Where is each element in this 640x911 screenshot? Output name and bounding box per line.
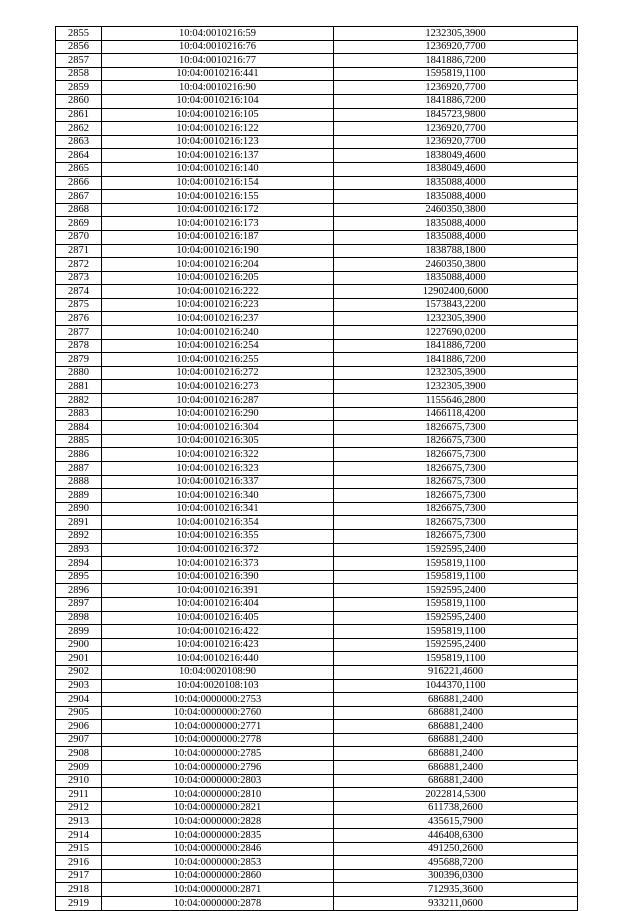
cadastral-value-cell: 1835088,4000: [334, 190, 578, 204]
row-number-cell: 2914: [56, 829, 102, 843]
cadastral-value-cell: 1592595,2400: [334, 584, 578, 598]
row-number-cell: 2908: [56, 747, 102, 761]
cadastral-value-cell: 1595819,1100: [334, 625, 578, 639]
cadastral-number-cell: 10:04:0010216:240: [102, 326, 334, 340]
table-row: [56, 271, 578, 285]
cadastral-value-cell: 1841886,7200: [334, 353, 578, 367]
cadastral-number-cell: 10:04:0010216:172: [102, 203, 334, 217]
cadastral-value-table: [55, 26, 578, 911]
cadastral-value-cell: 1155646,2800: [334, 394, 578, 408]
table-row: [56, 285, 578, 299]
table-row: [56, 815, 578, 829]
table-row: [56, 557, 578, 571]
cadastral-number-cell: 10:04:0010216:305: [102, 434, 334, 448]
cadastral-number-cell: 10:04:0010216:122: [102, 122, 334, 136]
row-number-cell: 2864: [56, 149, 102, 163]
cadastral-value-cell: 1595819,1100: [334, 570, 578, 584]
table-row: [56, 706, 578, 720]
cadastral-value-cell: 1595819,1100: [334, 597, 578, 611]
cadastral-number-cell: 10:04:0000000:2871: [102, 883, 334, 897]
table-row: [56, 733, 578, 747]
cadastral-value-cell: 611738,2600: [334, 801, 578, 815]
row-number-cell: 2907: [56, 733, 102, 747]
table-row: [56, 611, 578, 625]
cadastral-value-cell: 686881,2400: [334, 693, 578, 707]
row-number-cell: 2876: [56, 312, 102, 326]
cadastral-value-cell: 1232305,3900: [334, 380, 578, 394]
row-number-cell: 2858: [56, 67, 102, 81]
cadastral-number-cell: 10:04:0000000:2853: [102, 856, 334, 870]
row-number-cell: 2884: [56, 421, 102, 435]
table-row: [56, 625, 578, 639]
cadastral-number-cell: 10:04:0010216:440: [102, 652, 334, 666]
cadastral-number-cell: 10:04:0000000:2785: [102, 747, 334, 761]
row-number-cell: 2855: [56, 27, 102, 41]
cadastral-number-cell: 10:04:0010216:341: [102, 502, 334, 516]
cadastral-value-cell: 1838788,1800: [334, 244, 578, 258]
cadastral-number-cell: 10:04:0000000:2846: [102, 842, 334, 856]
table-row: [56, 747, 578, 761]
row-number-cell: 2892: [56, 529, 102, 543]
cadastral-number-cell: 10:04:0010216:391: [102, 584, 334, 598]
table-row: [56, 353, 578, 367]
row-number-cell: 2906: [56, 720, 102, 734]
cadastral-number-cell: 10:04:0000000:2860: [102, 869, 334, 883]
row-number-cell: 2885: [56, 434, 102, 448]
cadastral-number-cell: 10:04:0000000:2753: [102, 693, 334, 707]
cadastral-number-cell: 10:04:0010216:340: [102, 489, 334, 503]
table-row: [56, 149, 578, 163]
row-number-cell: 2899: [56, 625, 102, 639]
table-row: [56, 81, 578, 95]
table-row: [56, 108, 578, 122]
cadastral-value-cell: 1835088,4000: [334, 217, 578, 231]
row-number-cell: 2894: [56, 557, 102, 571]
row-number-cell: 2911: [56, 788, 102, 802]
row-number-cell: 2896: [56, 584, 102, 598]
cadastral-number-cell: 10:04:0010216:255: [102, 353, 334, 367]
row-number-cell: 2873: [56, 271, 102, 285]
table-row: [56, 869, 578, 883]
cadastral-number-cell: 10:04:0010216:204: [102, 258, 334, 272]
cadastral-number-cell: 10:04:0000000:2760: [102, 706, 334, 720]
row-number-cell: 2918: [56, 883, 102, 897]
row-number-cell: 2880: [56, 366, 102, 380]
cadastral-value-cell: 1845723,9800: [334, 108, 578, 122]
cadastral-number-cell: 10:04:0010216:190: [102, 244, 334, 258]
cadastral-value-cell: 1838049,4600: [334, 149, 578, 163]
table-row: [56, 652, 578, 666]
cadastral-value-cell: 1236920,7700: [334, 135, 578, 149]
table-row: [56, 516, 578, 530]
cadastral-number-cell: 10:04:0010216:140: [102, 162, 334, 176]
cadastral-number-cell: 10:04:0000000:2821: [102, 801, 334, 815]
row-number-cell: 2872: [56, 258, 102, 272]
row-number-cell: 2881: [56, 380, 102, 394]
table-row: [56, 407, 578, 421]
cadastral-number-cell: 10:04:0010216:355: [102, 529, 334, 543]
table-row: [56, 162, 578, 176]
cadastral-value-cell: 1826675,7300: [334, 475, 578, 489]
row-number-cell: 2868: [56, 203, 102, 217]
row-number-cell: 2909: [56, 761, 102, 775]
cadastral-number-cell: 10:04:0010216:322: [102, 448, 334, 462]
table-row: [56, 434, 578, 448]
cadastral-number-cell: 10:04:0000000:2878: [102, 897, 334, 911]
cadastral-value-cell: 712935,3600: [334, 883, 578, 897]
table-row: [56, 448, 578, 462]
row-number-cell: 2910: [56, 774, 102, 788]
cadastral-number-cell: 10:04:0010216:76: [102, 40, 334, 54]
row-number-cell: 2861: [56, 108, 102, 122]
table-row: [56, 829, 578, 843]
table-row: [56, 339, 578, 353]
table-row: [56, 122, 578, 136]
row-number-cell: 2862: [56, 122, 102, 136]
table-row: [56, 190, 578, 204]
row-number-cell: 2863: [56, 135, 102, 149]
cadastral-value-cell: 933211,0600: [334, 897, 578, 911]
table-row: [56, 638, 578, 652]
table-row: [56, 380, 578, 394]
cadastral-value-cell: 686881,2400: [334, 706, 578, 720]
table-row: [56, 543, 578, 557]
cadastral-number-cell: 10:04:0010216:354: [102, 516, 334, 530]
row-number-cell: 2889: [56, 489, 102, 503]
cadastral-number-cell: 10:04:0010216:405: [102, 611, 334, 625]
cadastral-number-cell: 10:04:0010216:254: [102, 339, 334, 353]
cadastral-number-cell: 10:04:0010216:290: [102, 407, 334, 421]
row-number-cell: 2883: [56, 407, 102, 421]
cadastral-value-cell: 300396,0300: [334, 869, 578, 883]
cadastral-value-cell: 1236920,7700: [334, 40, 578, 54]
cadastral-value-cell: 686881,2400: [334, 747, 578, 761]
table-row: [56, 665, 578, 679]
row-number-cell: 2886: [56, 448, 102, 462]
cadastral-value-cell: 435615,7900: [334, 815, 578, 829]
row-number-cell: 2905: [56, 706, 102, 720]
cadastral-number-cell: 10:04:0010216:154: [102, 176, 334, 190]
table-row: [56, 135, 578, 149]
row-number-cell: 2919: [56, 897, 102, 911]
cadastral-value-cell: 12902400,6000: [334, 285, 578, 299]
cadastral-number-cell: 10:04:0010216:237: [102, 312, 334, 326]
cadastral-number-cell: 10:04:0010216:373: [102, 557, 334, 571]
cadastral-value-cell: 686881,2400: [334, 761, 578, 775]
cadastral-value-cell: 1595819,1100: [334, 67, 578, 81]
table-row: [56, 176, 578, 190]
cadastral-value-cell: 1044370,1100: [334, 679, 578, 693]
cadastral-value-cell: 1841886,7200: [334, 94, 578, 108]
cadastral-value-cell: 1826675,7300: [334, 489, 578, 503]
row-number-cell: 2901: [56, 652, 102, 666]
cadastral-value-cell: 2460350,3800: [334, 258, 578, 272]
cadastral-value-cell: 686881,2400: [334, 720, 578, 734]
table-row: [56, 326, 578, 340]
table-row: [56, 597, 578, 611]
table-row: [56, 312, 578, 326]
table-row: [56, 94, 578, 108]
cadastral-value-cell: 1466118,4200: [334, 407, 578, 421]
cadastral-value-cell: 1826675,7300: [334, 529, 578, 543]
row-number-cell: 2859: [56, 81, 102, 95]
cadastral-number-cell: 10:04:0010216:173: [102, 217, 334, 231]
table-row: [56, 570, 578, 584]
cadastral-number-cell: 10:04:0010216:304: [102, 421, 334, 435]
row-number-cell: 2871: [56, 244, 102, 258]
table-row: [56, 203, 578, 217]
cadastral-value-cell: 1835088,4000: [334, 230, 578, 244]
cadastral-value-cell: 1826675,7300: [334, 462, 578, 476]
cadastral-number-cell: 10:04:0000000:2778: [102, 733, 334, 747]
row-number-cell: 2856: [56, 40, 102, 54]
table-row: [56, 761, 578, 775]
table-row: [56, 801, 578, 815]
table-row: [56, 217, 578, 231]
table-row: [56, 27, 578, 41]
table-row: [56, 883, 578, 897]
cadastral-number-cell: 10:04:0010216:187: [102, 230, 334, 244]
row-number-cell: 2904: [56, 693, 102, 707]
table-row: [56, 679, 578, 693]
table-row: [56, 897, 578, 911]
table-row: [56, 230, 578, 244]
cadastral-value-cell: 1232305,3900: [334, 312, 578, 326]
row-number-cell: 2878: [56, 339, 102, 353]
cadastral-value-cell: 1232305,3900: [334, 27, 578, 41]
cadastral-number-cell: 10:04:0000000:2835: [102, 829, 334, 843]
table-row: [56, 502, 578, 516]
row-number-cell: 2903: [56, 679, 102, 693]
table-row: [56, 720, 578, 734]
cadastral-number-cell: 10:04:0010216:90: [102, 81, 334, 95]
cadastral-number-cell: 10:04:0010216:441: [102, 67, 334, 81]
cadastral-value-cell: 1841886,7200: [334, 54, 578, 68]
cadastral-value-cell: 1595819,1100: [334, 557, 578, 571]
cadastral-number-cell: 10:04:0000000:2828: [102, 815, 334, 829]
cadastral-number-cell: 10:04:0010216:205: [102, 271, 334, 285]
cadastral-value-cell: 491250,2600: [334, 842, 578, 856]
cadastral-number-cell: 10:04:0010216:404: [102, 597, 334, 611]
cadastral-number-cell: 10:04:0010216:390: [102, 570, 334, 584]
table-row: [56, 258, 578, 272]
row-number-cell: 2913: [56, 815, 102, 829]
row-number-cell: 2870: [56, 230, 102, 244]
table-row: [56, 298, 578, 312]
cadastral-value-cell: 686881,2400: [334, 733, 578, 747]
table-row: [56, 394, 578, 408]
row-number-cell: 2902: [56, 665, 102, 679]
table-row: [56, 584, 578, 598]
cadastral-value-cell: 1592595,2400: [334, 543, 578, 557]
cadastral-value-cell: 1592595,2400: [334, 638, 578, 652]
cadastral-number-cell: 10:04:0000000:2796: [102, 761, 334, 775]
table-row: [56, 693, 578, 707]
cadastral-value-cell: 1835088,4000: [334, 176, 578, 190]
cadastral-value-cell: 1573843,2200: [334, 298, 578, 312]
cadastral-value-cell: 1841886,7200: [334, 339, 578, 353]
cadastral-value-cell: 1826675,7300: [334, 516, 578, 530]
row-number-cell: 2916: [56, 856, 102, 870]
cadastral-value-cell: 2022814,5300: [334, 788, 578, 802]
cadastral-value-cell: 686881,2400: [334, 774, 578, 788]
row-number-cell: 2882: [56, 394, 102, 408]
table-row: [56, 774, 578, 788]
cadastral-value-cell: 1826675,7300: [334, 421, 578, 435]
row-number-cell: 2874: [56, 285, 102, 299]
cadastral-value-cell: 446408,6300: [334, 829, 578, 843]
table-row: [56, 788, 578, 802]
row-number-cell: 2888: [56, 475, 102, 489]
row-number-cell: 2877: [56, 326, 102, 340]
row-number-cell: 2890: [56, 502, 102, 516]
cadastral-number-cell: 10:04:0000000:2803: [102, 774, 334, 788]
cadastral-value-cell: 1236920,7700: [334, 122, 578, 136]
table-row: [56, 856, 578, 870]
row-number-cell: 2875: [56, 298, 102, 312]
cadastral-value-cell: 1826675,7300: [334, 448, 578, 462]
row-number-cell: 2891: [56, 516, 102, 530]
table-row: [56, 40, 578, 54]
cadastral-value-cell: 1838049,4600: [334, 162, 578, 176]
table-row: [56, 54, 578, 68]
cadastral-number-cell: 10:04:0020108:90: [102, 665, 334, 679]
table-row: [56, 529, 578, 543]
row-number-cell: 2887: [56, 462, 102, 476]
cadastral-number-cell: 10:04:0010216:287: [102, 394, 334, 408]
table-row: [56, 67, 578, 81]
table-row: [56, 462, 578, 476]
table-row: [56, 842, 578, 856]
cadastral-value-cell: 1232305,3900: [334, 366, 578, 380]
row-number-cell: 2895: [56, 570, 102, 584]
row-number-cell: 2898: [56, 611, 102, 625]
row-number-cell: 2867: [56, 190, 102, 204]
table-row: [56, 366, 578, 380]
cadastral-number-cell: 10:04:0010216:137: [102, 149, 334, 163]
row-number-cell: 2865: [56, 162, 102, 176]
row-number-cell: 2860: [56, 94, 102, 108]
cadastral-number-cell: 10:04:0010216:337: [102, 475, 334, 489]
cadastral-number-cell: 10:04:0010216:273: [102, 380, 334, 394]
cadastral-number-cell: 10:04:0010216:422: [102, 625, 334, 639]
cadastral-number-cell: 10:04:0010216:59: [102, 27, 334, 41]
cadastral-value-cell: 495688,7200: [334, 856, 578, 870]
cadastral-value-cell: 1592595,2400: [334, 611, 578, 625]
cadastral-value-cell: 2460350,3800: [334, 203, 578, 217]
table-row: [56, 421, 578, 435]
row-number-cell: 2917: [56, 869, 102, 883]
row-number-cell: 2893: [56, 543, 102, 557]
cadastral-number-cell: 10:04:0010216:77: [102, 54, 334, 68]
table-row: [56, 475, 578, 489]
cadastral-value-cell: 1236920,7700: [334, 81, 578, 95]
cadastral-value-cell: 1835088,4000: [334, 271, 578, 285]
cadastral-number-cell: 10:04:0010216:222: [102, 285, 334, 299]
cadastral-value-cell: 916221,4600: [334, 665, 578, 679]
cadastral-number-cell: 10:04:0010216:155: [102, 190, 334, 204]
cadastral-value-cell: 1826675,7300: [334, 502, 578, 516]
table-body: [56, 27, 578, 911]
row-number-cell: 2915: [56, 842, 102, 856]
cadastral-number-cell: 10:04:0010216:323: [102, 462, 334, 476]
cadastral-number-cell: 10:04:0010216:105: [102, 108, 334, 122]
row-number-cell: 2897: [56, 597, 102, 611]
cadastral-number-cell: 10:04:0010216:104: [102, 94, 334, 108]
cadastral-number-cell: 10:04:0000000:2810: [102, 788, 334, 802]
cadastral-number-cell: 10:04:0010216:372: [102, 543, 334, 557]
cadastral-number-cell: 10:04:0010216:123: [102, 135, 334, 149]
cadastral-number-cell: 10:04:0010216:272: [102, 366, 334, 380]
row-number-cell: 2900: [56, 638, 102, 652]
cadastral-value-cell: 1595819,1100: [334, 652, 578, 666]
row-number-cell: 2879: [56, 353, 102, 367]
cadastral-value-cell: 1826675,7300: [334, 434, 578, 448]
table-row: [56, 244, 578, 258]
row-number-cell: 2912: [56, 801, 102, 815]
cadastral-number-cell: 10:04:0010216:223: [102, 298, 334, 312]
row-number-cell: 2857: [56, 54, 102, 68]
table-row: [56, 489, 578, 503]
row-number-cell: 2866: [56, 176, 102, 190]
cadastral-number-cell: 10:04:0020108:103: [102, 679, 334, 693]
cadastral-number-cell: 10:04:0010216:423: [102, 638, 334, 652]
cadastral-value-cell: 1227690,0200: [334, 326, 578, 340]
row-number-cell: 2869: [56, 217, 102, 231]
cadastral-number-cell: 10:04:0000000:2771: [102, 720, 334, 734]
